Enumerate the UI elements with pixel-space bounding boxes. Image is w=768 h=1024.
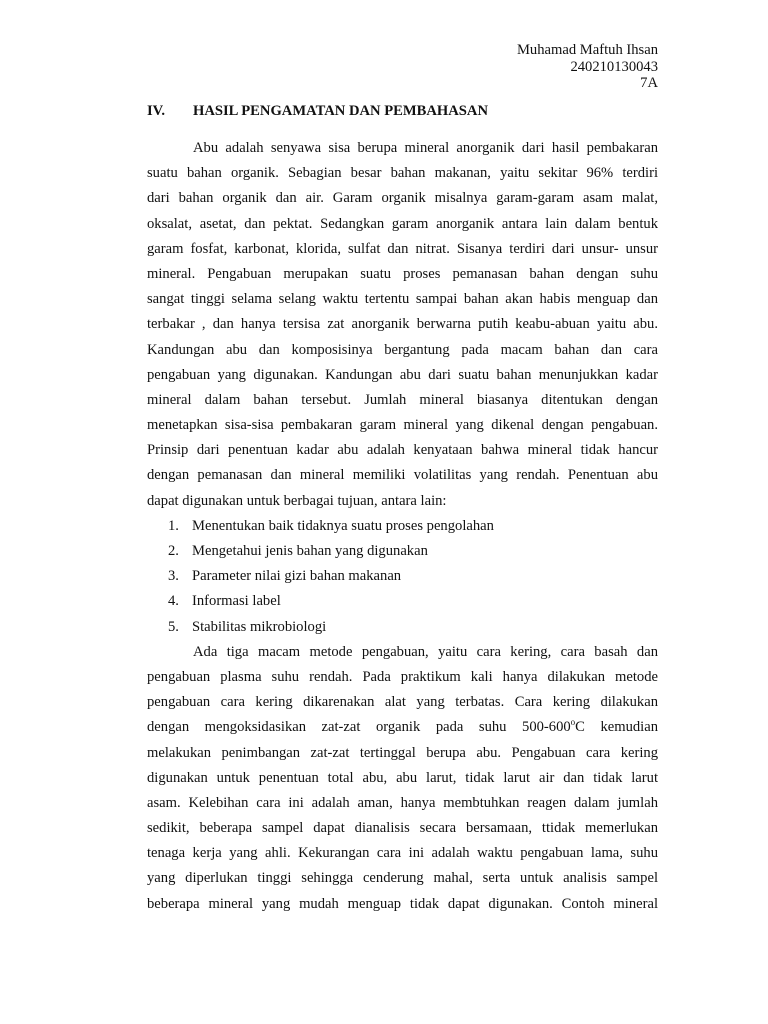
paragraph-line: mineral dalam bahan tersebut. Jumlah mineral biasanya ditentukan dengan	[147, 391, 658, 408]
list-item-text: Stabilitas mikrobiologi	[192, 618, 327, 635]
paragraph-line: yang diperlukan tinggi sehingga cenderung mahal, serta untuk analisis sampel	[147, 870, 658, 887]
paragraph-line: pengabuan plasma suhu rendah. Pada praktikum kali hanya dilakukan metode	[147, 668, 658, 685]
list-item-text: Informasi label	[192, 593, 281, 610]
section-number: IV.	[147, 103, 165, 119]
list-marker: 1.	[168, 517, 179, 534]
paragraph-methods	[147, 640, 658, 917]
degree-superscript: o	[570, 717, 576, 728]
paragraph-line: garam fosfat, karbonat, klorida, sulfat dan nitrat. Sisanya terdiri dari unsur- unsur	[147, 240, 658, 257]
paragraph-line: dengan pemanasan dan mineral memiliki volatilitas yang rendah. Penentuan abu	[147, 467, 658, 484]
list-item-text: Mengetahui jenis bahan yang digunakan	[192, 543, 428, 559]
paragraph-line: dari bahan organik dan air. Garam organik misalnya garam-garam asam malat,	[147, 190, 658, 207]
student-id: 240210130043	[570, 58, 658, 75]
section-title: HASIL PENGAMATAN DAN PEMBAHASAN	[193, 103, 488, 119]
paragraph-line: Ada tiga macam metode pengabuan, yaitu cara kering, cara basah dan	[193, 643, 658, 660]
line-text: dengan mengoksidasikan zat-zat organik pada suhu 500-600	[147, 719, 571, 736]
paragraph-line: pengabuan yang digunakan. Kandungan abu dari suatu bahan menunjukkan kadar	[147, 366, 658, 383]
list-marker: 4.	[168, 593, 179, 610]
class-label: 7A	[640, 75, 658, 91]
document-body	[147, 136, 658, 917]
paragraph-line	[147, 715, 658, 740]
paragraph-line: suatu bahan organik. Sebagian besar bahan makanan, yaitu sekitar 96% terdiri	[147, 165, 658, 182]
list-item	[147, 615, 658, 640]
paragraph-line: dapat digunakan untuk berbagai tujuan, antara lain:	[147, 492, 447, 509]
paragraph-line: Kandungan abu dan komposisinya bergantung pada macam bahan dan cara	[147, 341, 658, 358]
paragraph-line: Abu adalah senyawa sisa berupa mineral anorganik dari hasil pembakaran	[193, 140, 658, 156]
paragraph-line: sedikit, beberapa sampel dapat dianalisis secara bersamaan, ttidak memerlukan	[147, 820, 658, 837]
paragraph-line: pengabuan cara kering dikarenakan alat yang terbatas. Cara kering dilakukan	[147, 694, 658, 711]
list-item	[147, 539, 658, 564]
paragraph-line: mineral. Pengabuan merupakan suatu proses pemanasan bahan dengan suhu	[147, 265, 658, 282]
list-item-text: Menentukan baik tidaknya suatu proses pengolahan	[192, 517, 494, 534]
author-header	[517, 42, 658, 92]
list-item-text: Parameter nilai gizi bahan makanan	[192, 568, 402, 585]
author-name: Muhamad Maftuh Ihsan	[516, 42, 658, 58]
list-marker: 5.	[168, 618, 179, 635]
paragraph-line: digunakan untuk penentuan total abu, abu larut, tidak larut air dan tidak larut	[147, 769, 658, 786]
paragraph-intro	[147, 136, 658, 514]
list-item	[147, 564, 658, 589]
paragraph-line: terbakar , dan hanya tersisa zat anorganik berwarna putih keabu-abuan yaitu abu.	[147, 316, 658, 333]
paragraph-line: oksalat, asetat, dan pektat. Sedangkan garam anorganik antara lain dalam bentuk	[147, 215, 658, 232]
section-heading	[147, 102, 488, 120]
list-marker: 3.	[168, 568, 179, 585]
list-marker: 2.	[168, 543, 179, 559]
list-item	[147, 514, 658, 539]
paragraph-line: tenaga kerja yang ahli. Kekurangan cara ini adalah waktu pengabuan lama, suhu	[147, 845, 658, 862]
paragraph-line: sangat tinggi selama selang waktu tertentu sampai bahan akan habis menguap dan	[147, 291, 658, 308]
numbered-list	[147, 514, 658, 640]
paragraph-line: menetapkan sisa-sisa pembakaran garam mineral yang dikenal dengan pengabuan.	[147, 417, 658, 434]
list-item	[147, 589, 658, 614]
paragraph-line: melakukan penimbangan zat-zat tertinggal berupa abu. Pengabuan cara kering	[147, 744, 658, 761]
paragraph-line: Prinsip dari penentuan kadar abu adalah kenyataan bahwa mineral tidak hancur	[147, 442, 658, 459]
paragraph-line: asam. Kelebihan cara ini adalah aman, hanya membtuhkan reagen dalam jumlah	[147, 794, 658, 811]
paragraph-line: beberapa mineral yang mudah menguap tidak dapat digunakan. Contoh mineral	[147, 895, 658, 912]
line-text: C kemudian	[575, 719, 658, 736]
